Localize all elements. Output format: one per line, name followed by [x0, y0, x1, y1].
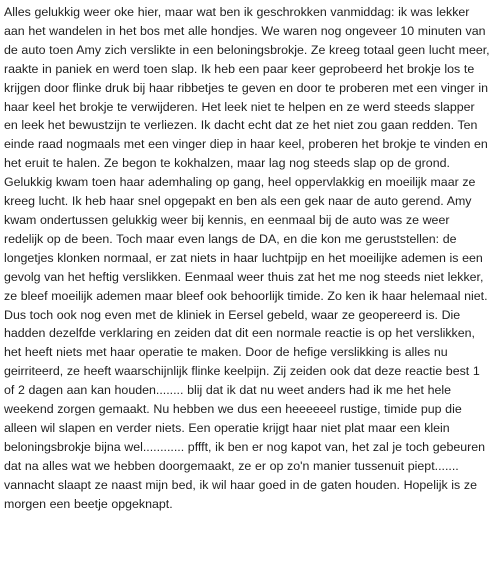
post-body-text: Alles gelukkig weer oke hier, maar wat ben ik geschrokken vanmiddag: ik was lekker aan het wandelen in het bos met alle hondjes. We waren nog ongeveer 10 minuten van de auto toen Amy zich verslikte in een beloningsbrokje. Ze kreeg totaal geen lucht meer, raakte in paniek en werd toen slap. Ik heb een paar keer geprobeerd het brokje los te krijgen door flinke druk bij haar ribbetjes te geven en door te proberen met een vinger in haar keel het brokje te verwijderen. Het leek niet te helpen en ze werd steeds slapper en leek het bewustzijn te verliezen. Ik dacht echt dat ze het niet zou gaan redden. Ten einde raad nogmaals met een vinger diep in haar keel, proberen het brokje te vinden en het eruit te halen. Ze begon te kokhalzen, maar lag nog steeds slap op de grond. Gelukkig kwam toen haar ademhaling op gang, heel oppervlakkig en moeilijk maar ze kreeg lucht. Ik heb haar snel opgepakt en ben als een gek naar de auto gerend. Amy kwam ondertussen gelukkig weer bij kennis, en eenmaal bij de auto was ze weer redelijk op de been. Toch maar even langs de DA, en die kon me geruststellen: de longetjes klonken normaal, er zat niets in haar luchtpijp en het moeilijke ademen is een gevolg van het heftig verslikken. Eenmaal weer thuis zat het me nog steeds niet lekker, ze bleef moeilijk ademen maar bleef ook behoorlijk timide. Zo ken ik haar helemaal niet. Dus toch ook nog even met de kliniek in Eersel gebeld, waar ze geopereerd is. Die hadden dezelfde verklaring en zeiden dat dit een normale reactie is op het verslikken, het heeft niets met haar operatie te maken. Door de hefige verslikking is alles nu geirriteerd, ze heeft waarschijnlijk flinke keelpijn. Zij zeiden ook dat deze reactie best 1 of 2 dagen aan kan houden........ blij dat ik dat nu weet anders had ik me het hele weekend zorgen gemaakt. Nu hebben we dus een heeeeeel rustige, timide pup die alleen wil slapen en verder niets. Een operatie krijgt haar niet plat maar een klein beloningsbrokje bijna wel............ pffft, ik ben er nog kapot van, het zal je toch gebeuren dat na alles wat we hebben doorgemaakt, ze er op zo'n manier tussenuit piept....... vannacht slaapt ze naast mijn bed, ik wil haar goed in de gaten houden. Hopelijk is ze morgen een beetje opgeknapt. — [4, 5, 490, 511]
